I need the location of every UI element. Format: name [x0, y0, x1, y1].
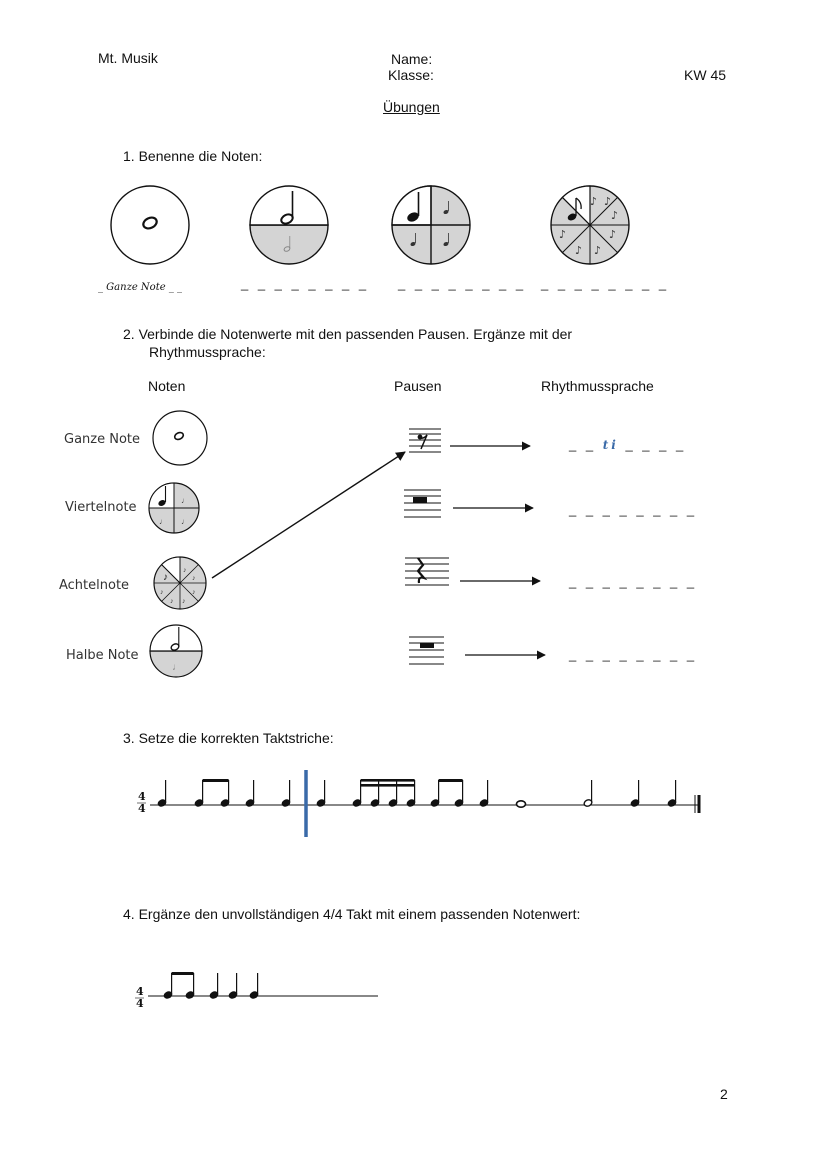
answer-1[interactable]: _ Ganze Note _ _ — [98, 282, 182, 293]
quarter-note-circle — [392, 186, 470, 264]
small-half-circle[interactable] — [150, 625, 202, 677]
svg-text:♪: ♪ — [604, 195, 612, 208]
small-whole-circle — [153, 411, 207, 465]
calendar-week: KW 45 — [684, 67, 727, 83]
svg-text:♪: ♪ — [594, 244, 602, 257]
svg-text:♩: ♩ — [172, 662, 182, 673]
answer-2[interactable]: _ _ _ _ _ _ _ _ — [241, 276, 370, 291]
task2-graphics — [0, 400, 828, 700]
svg-text:♪: ♪ — [611, 209, 619, 222]
svg-text:♪: ♪ — [559, 228, 567, 241]
whole-note-circle — [111, 186, 189, 264]
answer-3[interactable]: _ _ _ _ _ _ _ _ — [398, 276, 527, 291]
answer-4[interactable]: _ _ _ _ _ _ _ _ — [541, 276, 670, 291]
svg-text:♪: ♪ — [192, 589, 196, 596]
whole-rest — [409, 637, 444, 664]
handwritten-ti: ti — [602, 438, 619, 452]
svg-text:4: 4 — [136, 985, 144, 998]
task3-instruction: 3. Setze die korrekten Taktstriche: — [123, 730, 334, 746]
svg-text:♪: ♪ — [170, 598, 174, 605]
connector-arrow — [212, 452, 405, 578]
rhythm-answer-2[interactable]: _ _ _ _ _ _ _ _ — [569, 502, 698, 517]
task4-instruction: 4. Ergänze den unvollständigen 4/4 Takt mit einem passenden Notenwert: — [123, 906, 581, 922]
col-rhythm-heading: Rhythmussprache — [541, 378, 654, 394]
small-eighth-circle[interactable] — [154, 557, 206, 609]
task2-instruction-line2: Rhythmussprache: — [149, 344, 266, 360]
svg-text:♪: ♪ — [163, 572, 168, 583]
svg-text:4: 4 — [138, 802, 146, 815]
page-number: 2 — [720, 1086, 728, 1102]
svg-text:♪: ♪ — [160, 589, 164, 596]
svg-text:♩: ♩ — [159, 517, 167, 526]
task1-instruction: 1. Benenne die Noten: — [123, 148, 263, 164]
note-label-quarter: Viertelnote — [65, 500, 137, 515]
svg-text:♩: ♩ — [181, 496, 189, 505]
svg-text:♪: ♪ — [183, 567, 187, 574]
col-rests-heading: Pausen — [394, 378, 442, 394]
rhythm-answer-3[interactable]: _ _ _ _ _ _ _ _ — [569, 574, 698, 589]
task4-rhythm-line — [0, 965, 828, 1025]
task2-instruction-line1: 2. Verbinde die Notenwerte mit den passenden Pausen. Ergänze mit der — [123, 326, 573, 342]
note-label-half: Halbe Note — [66, 648, 139, 663]
note-label-whole: Ganze Note — [64, 432, 141, 447]
svg-text:4: 4 — [136, 997, 144, 1010]
rhythm-answer-1[interactable]: _ _ ti _ _ _ _ — [569, 437, 687, 452]
subject: Mt. Musik — [98, 50, 158, 66]
page-title: Übungen — [383, 99, 440, 115]
small-quarter-circle[interactable] — [149, 483, 199, 533]
half-rest — [404, 490, 441, 517]
eighth-note-circle — [551, 186, 629, 264]
svg-text:♪: ♪ — [575, 244, 583, 257]
quarter-rest — [405, 558, 449, 585]
svg-text:♪: ♪ — [609, 228, 617, 241]
svg-text:♩: ♩ — [181, 517, 189, 526]
svg-text:♪: ♪ — [590, 195, 598, 208]
svg-text:♪: ♪ — [192, 575, 196, 582]
svg-text:4: 4 — [138, 790, 146, 803]
name-label: Name: — [391, 51, 433, 67]
rhythm-answer-4[interactable]: _ _ _ _ _ _ _ _ — [569, 647, 698, 662]
eighth-rest — [409, 429, 441, 452]
note-label-eighth: Achtelnote — [59, 578, 130, 593]
svg-text:♪: ♪ — [182, 598, 186, 605]
task3-rhythm-line — [0, 760, 828, 850]
half-note-circle — [250, 186, 328, 264]
col-notes-heading: Noten — [148, 378, 186, 394]
class-label: Klasse: — [388, 67, 434, 83]
